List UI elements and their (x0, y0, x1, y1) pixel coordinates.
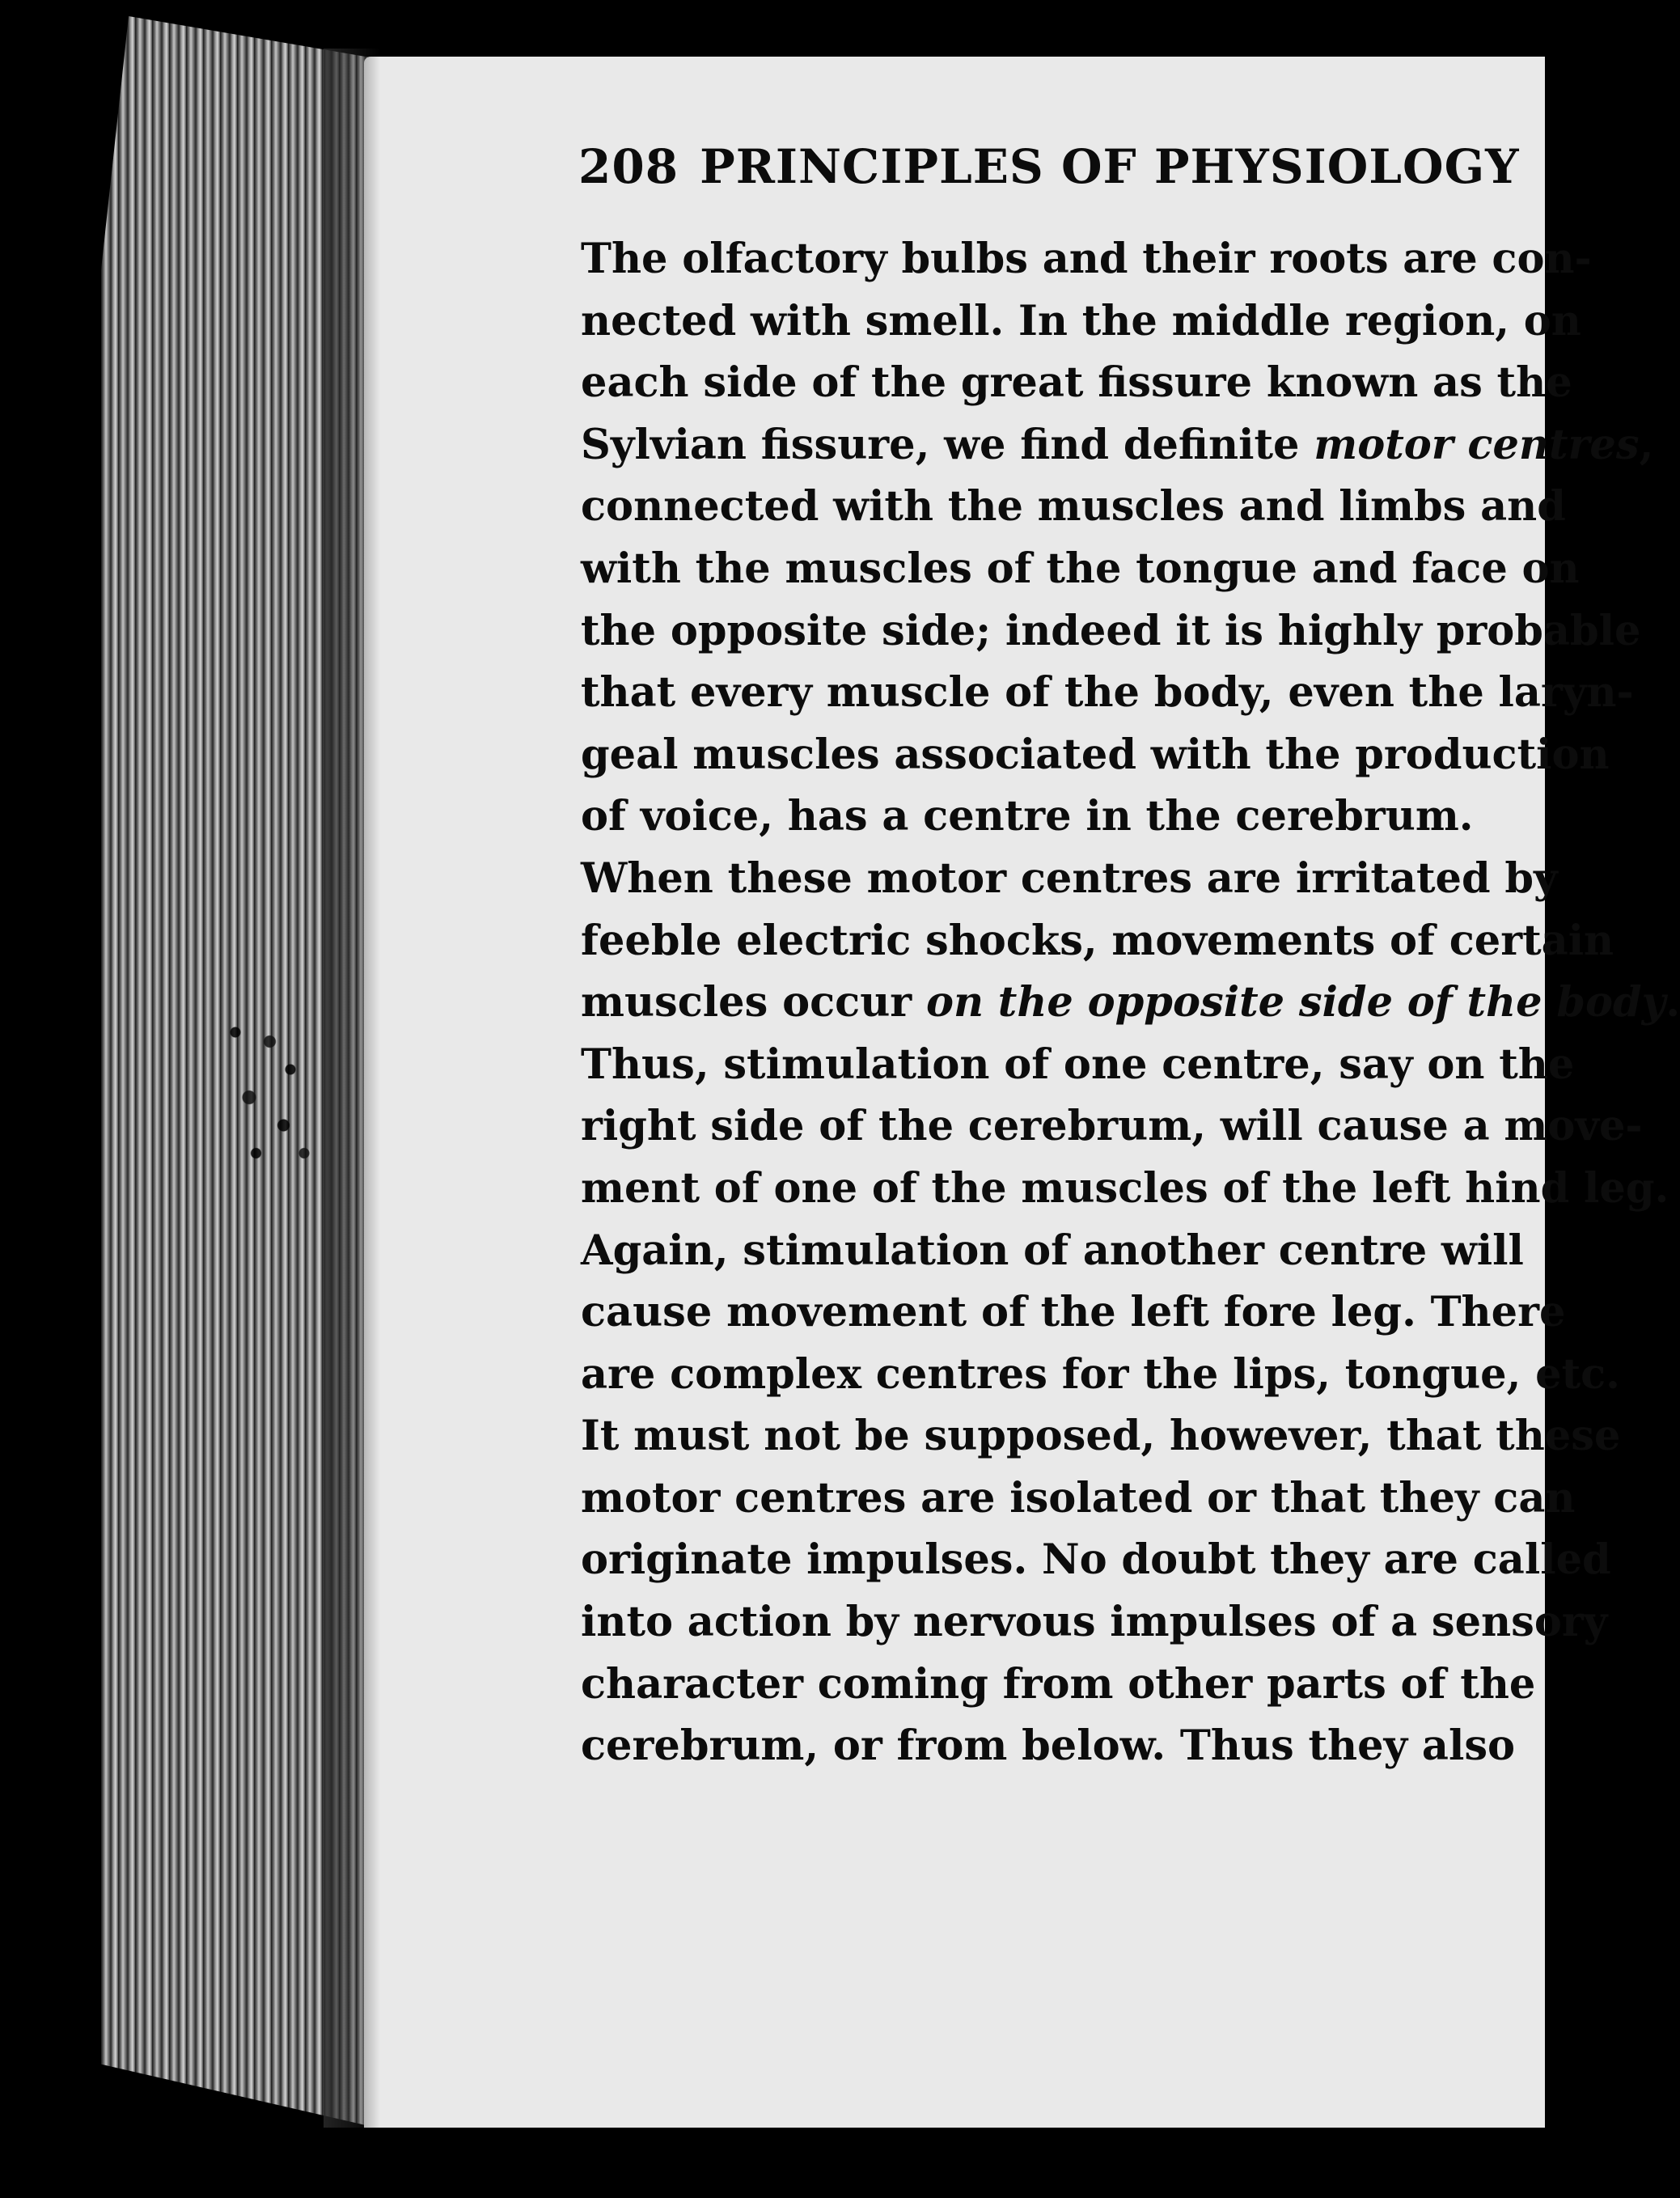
text-line: connected with the muscles and limbs and (581, 482, 1566, 532)
running-head (578, 139, 1530, 194)
edge-stamp-marks (194, 995, 332, 1181)
gutter-shadow (324, 49, 380, 2128)
text-line: into action by nervous impulses of a sensory (581, 1598, 1608, 1647)
text-line: It must not be supposed, however, that these (581, 1412, 1621, 1461)
text-line: that every muscle of the body, even the laryn- (581, 668, 1634, 718)
text-line: When these motor centres are irritated by (581, 853, 1558, 903)
text-line: motor centres are isolated or that they can (581, 1473, 1576, 1523)
text-line: character coming from other parts of the (581, 1659, 1536, 1709)
text-line: The olfactory bulbs and their roots are con- (581, 235, 1592, 283)
text-line: right side of the cerebrum, will cause a move- (581, 1102, 1643, 1151)
text-line: originate impulses. No doubt they are called (581, 1535, 1611, 1585)
text-line: cause movement of the left fore leg. There (581, 1288, 1566, 1337)
body-text (581, 228, 1680, 1777)
text-line: of voice, has a centre in the cerebrum. (581, 792, 1474, 841)
page-number: 208 (578, 139, 679, 194)
text-run: muscles occur (581, 978, 926, 1027)
text-line: Again, stimulation of another centre will (581, 1226, 1524, 1275)
text-line: Thus, stimulation of one centre, say on the (581, 1040, 1575, 1089)
text-run: . (1665, 978, 1680, 1027)
text-line: feeble electric shocks, movements of certain (581, 916, 1614, 965)
text-run: , (1639, 420, 1654, 469)
text-line: geal muscles associated with the production (581, 730, 1610, 779)
italic-run: motor centres (1314, 420, 1640, 469)
running-title: PRINCIPLES OF PHYSIOLOGY (700, 139, 1520, 194)
text-line: ment of one of the muscles of the left hind leg. (581, 1163, 1669, 1213)
text-run: Sylvian fissure, we find definite (581, 420, 1314, 469)
text-line: are complex centres for the lips, tongue, etc. (581, 1349, 1620, 1399)
text-line: each side of the great fissure known as the (581, 358, 1572, 408)
italic-run: on the opposite side of the body (925, 978, 1666, 1027)
text-line: the opposite side; indeed it is highly probable (581, 606, 1641, 655)
text-line (581, 414, 1654, 476)
text-line: with the muscles of the tongue and face on (581, 544, 1580, 593)
text-line: nected with smell. In the middle region, on (581, 296, 1581, 345)
text-line: cerebrum, or from below. Thus they also (581, 1722, 1516, 1771)
text-line (581, 972, 1680, 1034)
